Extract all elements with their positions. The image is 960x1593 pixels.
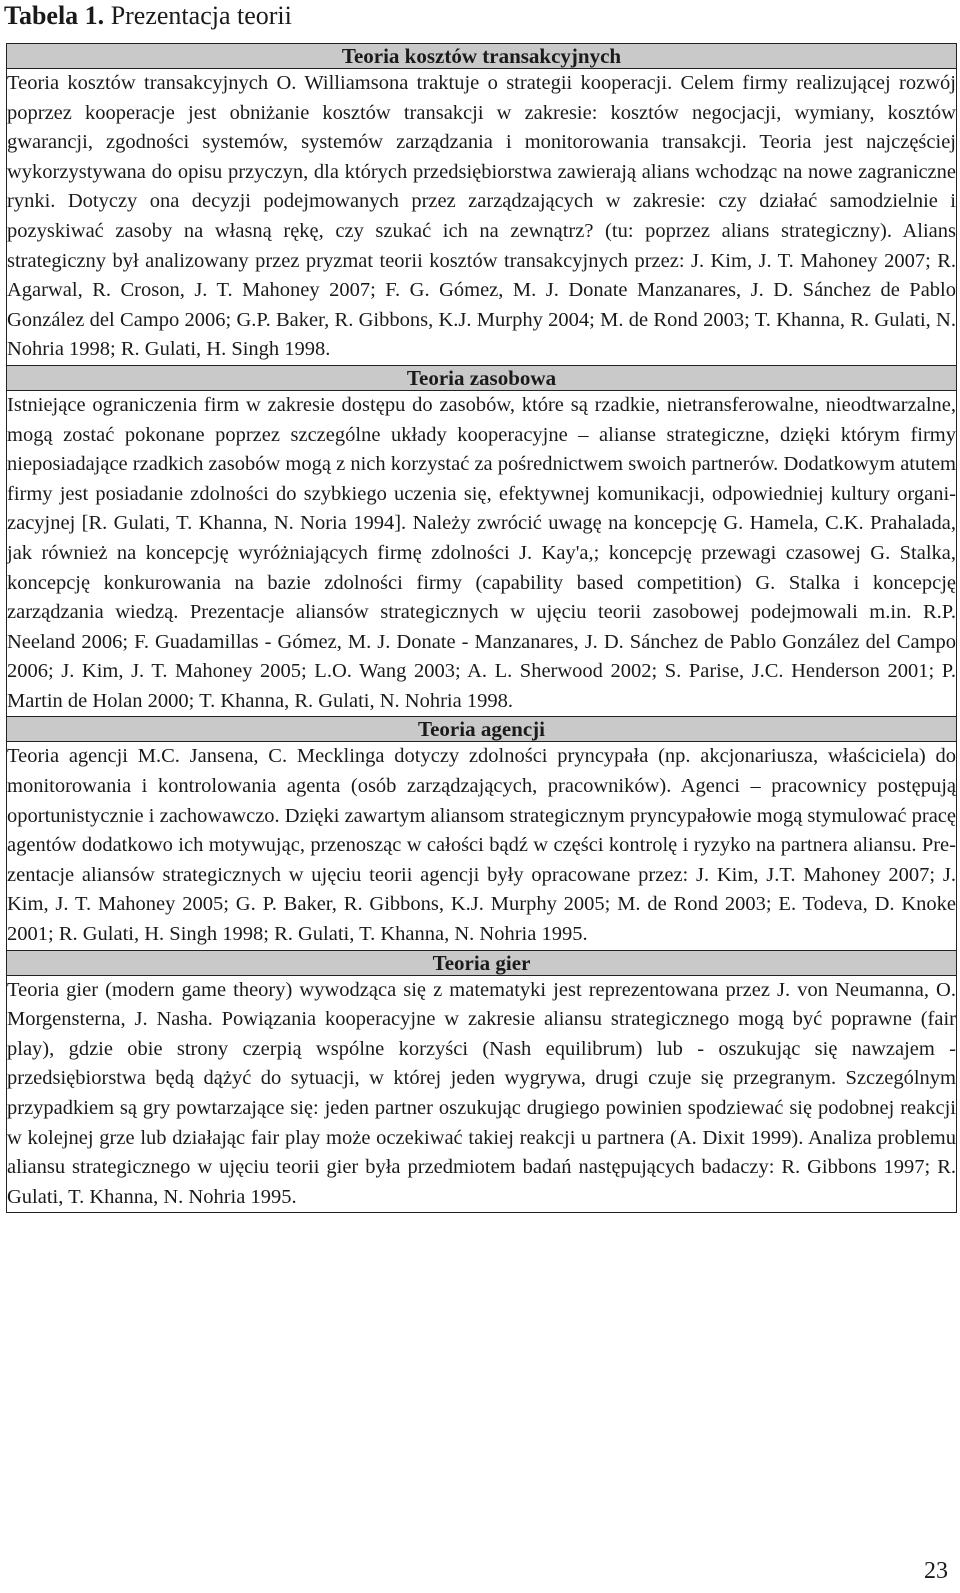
section-header-row: [7, 717, 957, 742]
section-title-game-theory: Teoria gier: [7, 950, 957, 975]
section-title-agency-theory: Teoria agencji: [7, 717, 957, 742]
section-body-row: [7, 742, 957, 950]
table-caption-label: Tabela 1.: [4, 1, 105, 30]
section-title-transaction-costs: Teoria kosztów transakcyjnych: [7, 44, 957, 69]
section-body-row: [7, 69, 957, 366]
table-caption: [4, 0, 292, 32]
section-header-row: [7, 44, 957, 69]
theories-table: [6, 43, 957, 1213]
page-number: 23: [924, 1558, 948, 1584]
section-header-row: [7, 950, 957, 975]
section-text-agency-theory: Teoria agencji M.C. Jansena, C. Mecklinga dotyczy zdolności pryncypała (np. akcjonariusza, właściciela) do monitorowania i kontrolowania agenta (osób zarządzających, pracowników). Agenci – pracownicy postępują oportunistycznie i zachowawczo. Dzięki zawartym aliansom strategicznym pryncypałowie mogą stymulować pracę agentów dodatkowo ich motywując, przenosząc w całości bądź w części kontrolę i ryzyko na partnera aliansu. Prezentacje aliansów strategicznych w ujęciu teorii agencji były opracowane przez: J. Kim, J.T. Mahoney 2007; J. Kim, J. T. Mahoney 2005; G. P. Baker, R. Gibbons, K.J. Murphy 2005; M. de Rond 2003; E. Todeva, D. Knoke 2001; R. Gulati, H. Singh 1998; R. Gulati, T. Khanna, N. Nohria 1995.: [7, 742, 957, 950]
section-header-row: [7, 365, 957, 390]
section-text-resource-theory: Istniejące ograniczenia firm w zakresie dostępu do zasobów, które są rzadkie, nietransferowalne, nieodtwarzalne, mogą zostać pokonane poprzez szczególne układy kooperacyjne – alianse strategiczne, dzięki którym firmy nieposiadające rzadkich zasobów mogą z nich korzystać za pośrednictwem swoich partnerów. Dodatkowym atutem firmy jest posiadanie zdolności do szybkiego uczenia się, efektywnej komunikacji, odpowiedniej kultury organizacyjnej [R. Gulati, T. Khanna, N. Noria 1994]. Należy zwrócić uwagę na koncepcję G. Hamela, C.K. Prahalada, jak również na koncepcję wyróżniających firmę zdolności J. Kay'a,; koncepcję przewagi czasowej G. Stalka, koncepcję konkurowania na bazie zdolności firmy (capability based competition) G. Stalka i koncepcję zarządzania wiedzą. Prezentacje aliansów strategicznych w ujęciu teorii zasobowej podejmowali m.in. R.P. Neeland 2006; F. Guadamillas - Gómez, M. J. Donate - Manzanares, J. D. Sánchez de Pablo González del Campo 2006; J. Kim, J. T. Mahoney 2005; L.O. Wang 2003; A. L. Sherwood 2002; S. Parise, J.C. Henderson 2001; P. Martin de Holan 2000; T. Khanna, R. Gulati, N. Nohria 1998.: [7, 390, 957, 717]
section-title-resource-theory: Teoria zasobowa: [7, 365, 957, 390]
section-text-game-theory: Teoria gier (modern game theory) wywodząca się z matematyki jest reprezentowana przez J. von Neumanna, O. Morgensterna, J. Nasha. Powiązania kooperacyjne w zakresie aliansu strategicznego mogą być poprawne (fair play), gdzie obie strony czerpią wspólne korzyści (Nash equilibrum) lub - oszukując się nawzajem - przedsiębiorstwa będą dążyć do sytuacji, w której jeden wygrywa, drugi czuje się przegranym. Szczególnym przypadkiem są gry powtarzające się: jeden partner oszukując drugiego powinien spodziewać się podobnej reakcji w kolejnej grze lub działając fair play może oczekiwać takiej reakcji u partnera (A. Dixit 1999). Analiza problemu aliansu strategicznego w ujęciu teorii gier była przedmiotem badań następujących badaczy: R. Gibbons 1997; R. Gulati, T. Khanna, N. Nohria 1995.: [7, 975, 957, 1213]
section-body-row: [7, 390, 957, 717]
section-text-transaction-costs: Teoria kosztów transakcyjnych O. Williamsona traktuje o strategii kooperacji. Celem firmy realizującej rozwój poprzez kooperacje jest obniżanie kosztów transakcji w zakresie: kosztów negocjacji, wymiany, kosztów gwarancji, zgodności systemów, systemów zarządzania i monitorowania transakcji. Teoria jest najczęściej wykorzystywana do opisu przyczyn, dla których przedsiębiorstwa zawierają alians wchodząc na nowe zagraniczne rynki. Dotyczy ona decyzji podejmowanych przez zarządzających w zakresie: czy działać samodzielnie i pozyskiwać zasoby na własną rękę, czy szukać ich na zewnątrz? (tu: poprzez alians strategiczny). Alians strategiczny był analizowany przez pryzmat teorii kosztów transakcyjnych przez: J. Kim, J. T. Mahoney 2007; R. Agarwal, R. Croson, J. T. Mahoney 2007; F. G. Gómez, M. J. Donate Manzanares, J. D. Sánchez de Pablo González del Campo 2006; G.P. Baker, R. Gibbons, K.J. Murphy 2004; M. de Rond 2003; T. Khanna, R. Gulati, N. Nohria 1998; R. Gulati, H. Singh 1998.: [7, 69, 957, 366]
section-body-row: [7, 975, 957, 1213]
table-caption-title: Prezentacja teorii: [110, 1, 292, 30]
